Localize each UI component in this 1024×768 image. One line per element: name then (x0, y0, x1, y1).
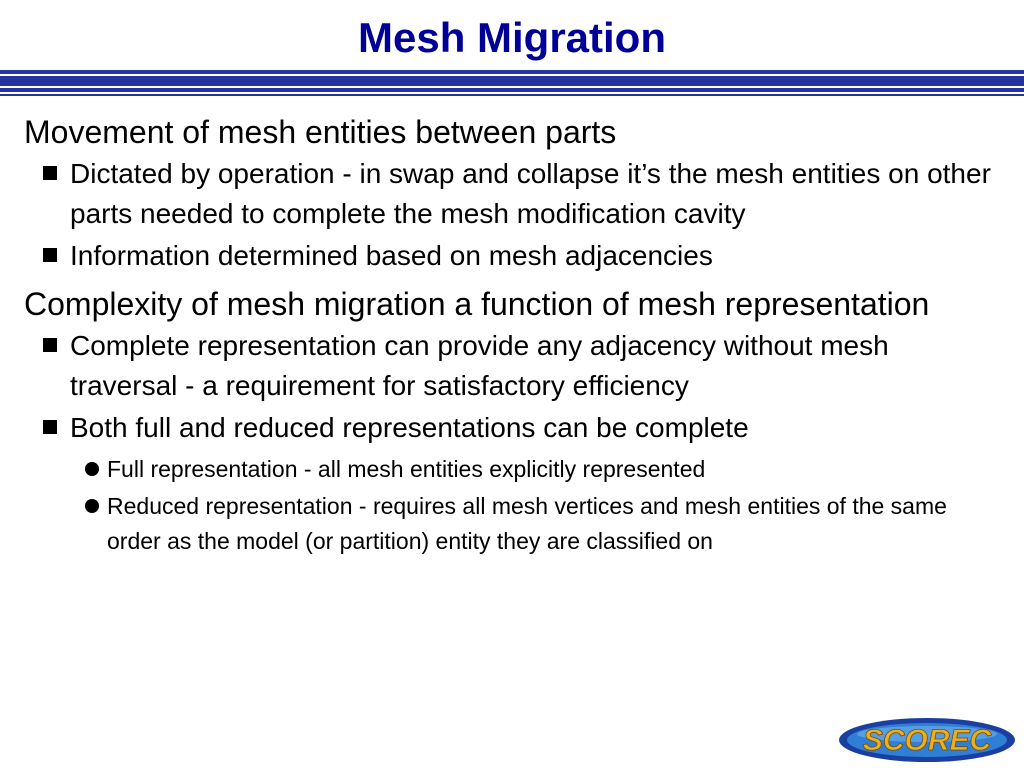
square-bullet-icon (43, 338, 57, 352)
round-bullet-icon (85, 499, 99, 513)
bullet-text: Complete representation can provide any adjacency without mesh traversal - a requirement for satisfactory efficiency (70, 330, 889, 401)
round-bullet-icon (85, 462, 99, 476)
bullet-text: Reduced representation - requires all mesh vertices and mesh entities of the same order as the model (or partition) entity they are classified on (107, 493, 947, 554)
slide-title: Mesh Migration (357, 14, 666, 61)
bullet-text: Information determined based on mesh adjacencies (70, 240, 713, 271)
square-bullet-icon (43, 166, 57, 180)
bullet-level1-complexity: Complexity of mesh migration a function of mesh representation (24, 286, 930, 322)
scorec-logo-text: SCOREC (862, 724, 992, 757)
bullet-level2-dictated (0, 154, 994, 234)
bullet-level3-reduced-representation (0, 489, 964, 559)
bullet-text: Both full and reduced representations can be complete (70, 412, 749, 443)
bullet-text: Full representation - all mesh entities explicitly represented (107, 456, 706, 482)
slide-content (0, 106, 1024, 559)
scorec-logo (838, 717, 1016, 763)
bullet-level3-full-representation (0, 452, 964, 487)
bullet-level2-information (0, 236, 994, 276)
square-bullet-icon (43, 248, 57, 262)
bullet-level2-both-full-reduced (0, 408, 994, 448)
bullet-level1-movement: Movement of mesh entities between parts (24, 114, 617, 150)
square-bullet-icon (43, 420, 57, 434)
title-divider (0, 70, 1024, 96)
title-divider-thick-band (0, 76, 1024, 82)
bullet-text: Dictated by operation - in swap and collapse it’s the mesh entities on other parts needed to complete the mesh modification cavity (70, 158, 991, 229)
bullet-level2-complete-representation (0, 326, 994, 406)
